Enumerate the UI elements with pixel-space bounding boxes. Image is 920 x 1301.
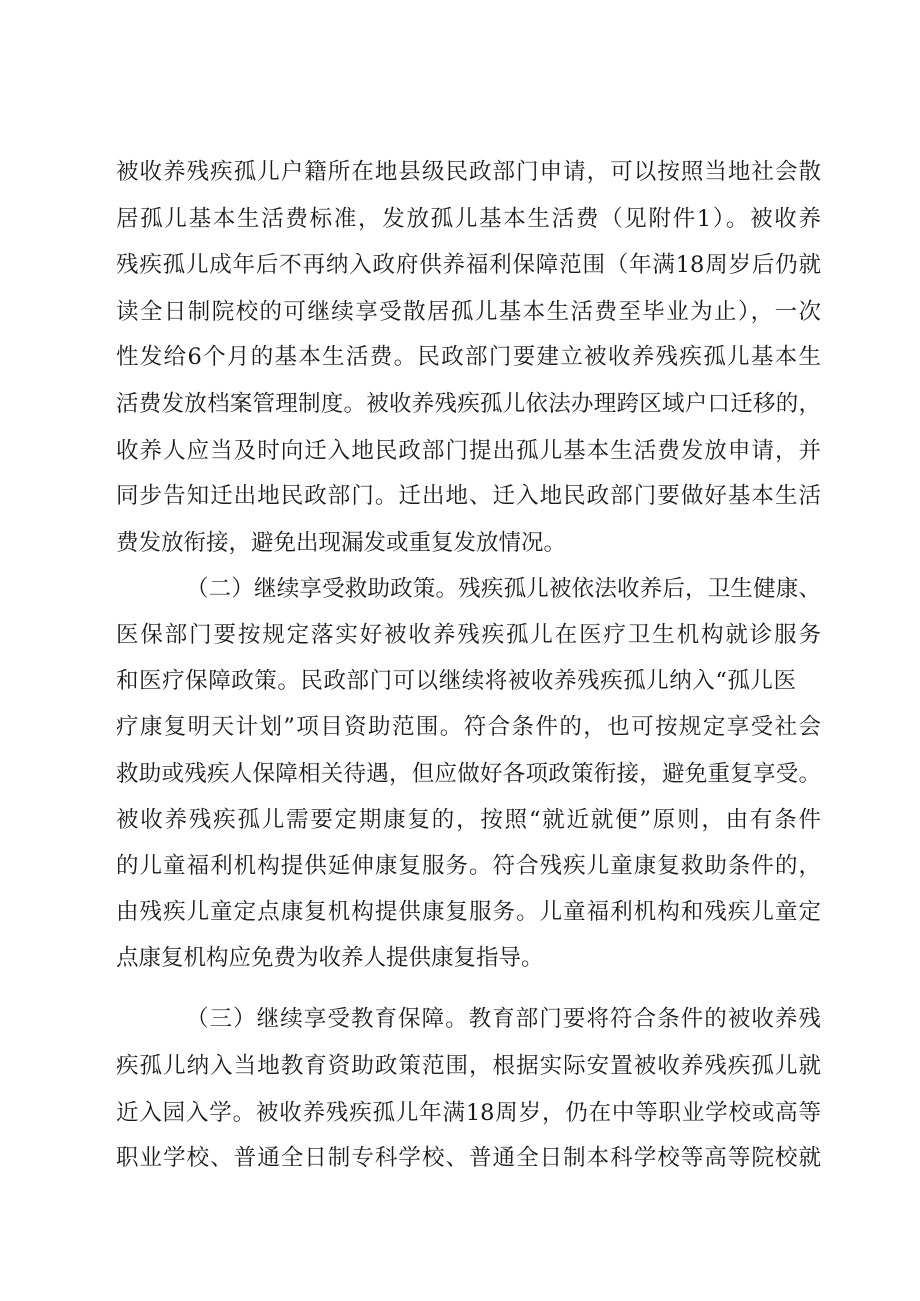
- text-line: 残疾孤儿成年后不再纳入政府供养福利保障范围（年满18周岁后仍就: [116, 252, 821, 278]
- section-heading-line: （三）继续享受教育保障。教育部门要将符合条件的被收养残: [186, 1006, 821, 1032]
- text-line: 点康复机构应免费为收养人提供康复指导。: [116, 945, 544, 971]
- text-line: 读全日制院校的可继续享受散居孤儿基本生活费至毕业为止），一次: [116, 299, 821, 325]
- text-line: 居孤儿基本生活费标准，发放孤儿基本生活费（见附件1）。被收养: [116, 206, 821, 232]
- text-line: 被收养残疾孤儿户籍所在地县级民政部门申请，可以按照当地社会散: [116, 159, 821, 185]
- text-line: 费发放衔接，避免出现漏发或重复发放情况。: [116, 530, 567, 556]
- text-line: 医保部门要按规定落实好被收养残疾孤儿在医疗卫生机构就诊服务: [116, 622, 821, 648]
- section-heading-line: （二）继续享受救助政策。残疾孤儿被依法收养后，卫生健康、: [186, 576, 821, 602]
- text-line: 职业学校、普通全日制专科学校、普通全日制本科学校等高等院校就: [116, 1145, 821, 1171]
- text-line: 疗康复明天计划”项目资助范围。符合条件的，也可按规定享受社会: [116, 714, 821, 740]
- text-line: 性发给6个月的基本生活费。民政部门要建立被收养残疾孤儿基本生: [116, 344, 821, 370]
- text-line: 和医疗保障政策。民政部门可以继续将被收养残疾孤儿纳入“孤儿医: [116, 668, 796, 694]
- text-line: 活费发放档案管理制度。被收养残疾孤儿依法办理跨区域户口迁移的，: [116, 391, 821, 417]
- text-line: 救助或残疾人保障相关待遇，但应做好各项政策衔接，避免重复享受。: [116, 761, 821, 787]
- text-line: 由残疾儿童定点康复机构提供康复服务。儿童福利机构和残疾儿童定: [116, 899, 821, 925]
- text-line: 收养人应当及时向迁入地民政部门提出孤儿基本生活费发放申请，并: [116, 438, 821, 464]
- text-line: 疾孤儿纳入当地教育资助政策范围，根据实际安置被收养残疾孤儿就: [116, 1053, 821, 1079]
- text-line: 被收养残疾孤儿需要定期康复的，按照“就近就便”原则，由有条件: [116, 807, 821, 833]
- text-line: 近入园入学。被收养残疾孤儿年满18周岁，仍在中等职业学校或高等: [116, 1100, 821, 1126]
- text-line: 的儿童福利机构提供延伸康复服务。符合残疾儿童康复救助条件的，: [116, 853, 821, 879]
- text-line: 同步告知迁出地民政部门。迁出地、迁入地民政部门要做好基本生活: [116, 483, 821, 509]
